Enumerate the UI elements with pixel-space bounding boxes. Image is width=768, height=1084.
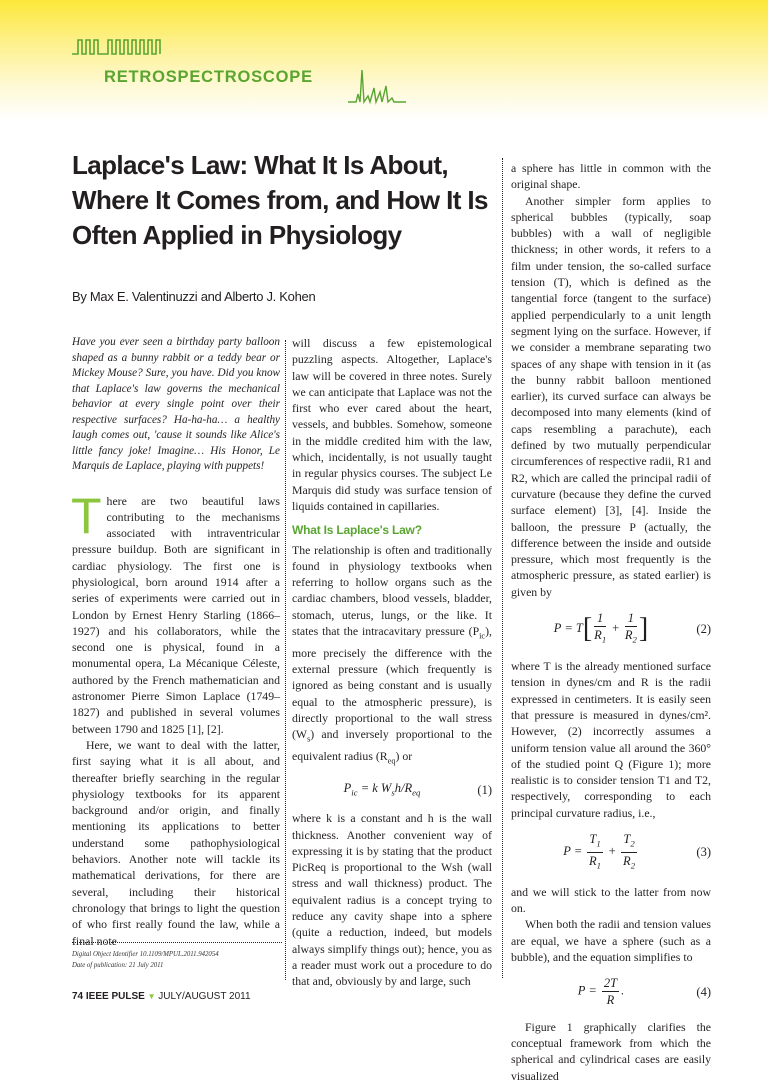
paragraph: a sphere has little in common with the original shape.	[511, 161, 711, 192]
equation-4: P = $\frac{2T}{R}$ . (4)	[577, 976, 711, 1008]
paragraph: will discuss a few epistemological puzzling aspects. Altogether, Laplace's law will be covered in three notes. Surely we can anticipate that Laplace was not the first who ever cared about the heart, vessels, and bubbles. Somehow, someone in the middle credited him with the law, which, incidentally, is not usually taught in regular physics courses. The subject Le Marquis did study was surface tension of liquids contained in capillaries.	[292, 336, 492, 513]
column-divider	[285, 340, 286, 980]
doi-note: Digital Object Identifier 10.1109/MPUL.2011.942054	[72, 951, 219, 958]
publication-date-note: Date of publication: 21 July 2011	[72, 962, 164, 969]
column-3	[511, 160, 711, 1084]
footnote-rule	[72, 942, 282, 943]
article-title: Laplace's Law: What It Is About, Where It Comes from, and How It Is Often Applied in Physiology	[72, 150, 488, 250]
column-2	[292, 335, 492, 990]
pulse-wave-decoration	[72, 36, 182, 58]
journal-name: IEEE PULSE	[85, 991, 145, 1002]
paragraph: where k is a constant and h is the wall thickness. Another convenient way of expressing it is by stating that the product PicReq is proportional to the Wsh (wall stress and wall thickness) product. The equivalent radius is a concept trying to reduce any cavity shape into a sphere (quite a reduction, indeed, but models always simplify things out); hence, you as a reader must work out a procedure to do that and, obviously by and large, such	[292, 811, 492, 989]
section-heading: What Is Laplace's Law?	[292, 523, 422, 538]
paragraph: Here, we want to deal with the latter, first saying what it is all about, and thereafter briefly searching in the regular physiology textbooks for its apparent background and/or origin, and finally mentioning its applications to better understand some pathophysiological behaviors. Another note will tackle its mathematical derivations, for there are several, including their historical chronology that brings to light the question of who first really found the law, while a final note	[72, 737, 280, 948]
paragraph: where T is the already mentioned surface tension in dynes/cm and R is the radii expressed in centimeters. It is easily seen that pressure is measured in dynes/cm². However, (2) incorrectly assumes a uniform tension value all around the 360° of the studied point Q (Figure 1); more realistic is to consider tension T1 and T2, respectively, corresponding to each principal curvature radius, i.e.,	[511, 659, 711, 820]
triangle-icon: ▼	[147, 992, 156, 1001]
page-footer	[72, 991, 251, 1002]
department-label: RETROSPECTROSCOPE	[104, 68, 313, 86]
equation-3: P = $\frac{T_1}{R_1}$ + $\frac{T_2}{R_2}$ (3)	[563, 832, 711, 871]
byline: By Max E. Valentinuzzi and Alberto J. Kohen	[72, 289, 316, 304]
equation-1: $P_{ic} = k$ $W_sh/R_{eq}$ (1)	[343, 780, 492, 797]
drop-cap: T	[71, 487, 102, 544]
ecg-wave-decoration	[348, 66, 408, 106]
paragraph: Figure 1 graphically clarifies the conceptual framework from which the spherical and cylindrical cases are easily visualized	[511, 1019, 711, 1083]
page-number: 74	[72, 991, 84, 1002]
paragraph: When both the radii and tension values are equal, we have a sphere (such as a bubble), and the equation simplifies to	[511, 917, 711, 964]
column-divider	[502, 158, 503, 978]
paragraph: and we will stick to the latter from now on.	[511, 884, 711, 915]
issue-date: JULY/AUGUST 2011	[158, 991, 251, 1002]
abstract: Have you ever seen a birthday party balloon shaped as a bunny rabbit or a teddy bear or Mickey Mouse? Sure, you have. Did you know that Laplace's law governs the mechanical behavior at every single point over their respective surfaces? Ha-ha-ha… a healthy laugh comes out, 'cause it sounds like Alice's little fancy joke! Imagine… His Honor, Le Marquis de Laplace, playing with puppets!	[72, 336, 280, 472]
column-1	[72, 335, 280, 949]
equation-2: P = T[ $\frac{1}{R_1}$ + $\frac{1}{R_2}$ ] (2)	[553, 611, 711, 645]
paragraph: There are two beautiful laws contributing to the mechanisms associated with intraventricular pressure buildup. Both are significant in cardiac physiology. The first one is physiological, born around 1914 after a series of experiments were carried out in London by Ernest Henry Starling (1866–1927) and his collaborators, while the second one is physical, found in a monumental opera, La Mécanique Céleste, authored by the French mathematician and astronomer Pierre Simon Laplace (1749–1827) and published in several volumes between 1790 and 1825 [1], [2].	[71, 487, 280, 736]
paragraph: Another simpler form applies to spherical bubbles (typically, soap bubbles) with a wall of negligible thickness; in other words, it refers to a film under tension, the so-called surface tension (T), which is defined as the tangential force (tangent to the surface) applied perpendicularly to a unit length segment lying on the surface. However, if we consider a membrane separating two spaces of any shape with tension in it (as the bunny rabbit balloon mentioned earlier), its curved surface can always be decomposed into many elements (kind of caps resembling a parachute), each defined by two mutually perpendicular circumferences of respective radii, R1 and R2, which are called the principal radii of curvature (because they define the curved surface element) [3], [4]. Inside the balloon, the pressure P (actually, the difference between the inside and outside pressure, which most frequently is the atmospheric pressure, as stated earlier) is given by	[511, 193, 711, 599]
paragraph: The relationship is often and traditionally found in physiology textbooks when referring to hollow organs such as the cardiac chambers, blood vessels, bladder, stomach, uterus, lungs, or the like. It states that the intracavitary pressure $(P_{ic})$, more precisely the difference with the external pressure (which frequently is ignored as being constant and is usually equal to the atmospheric pressure), is directly proportional to the wall stress $(W_s)$ and inversely proportional to the equivalent radius $(R_{eq})$ or	[292, 542, 492, 766]
